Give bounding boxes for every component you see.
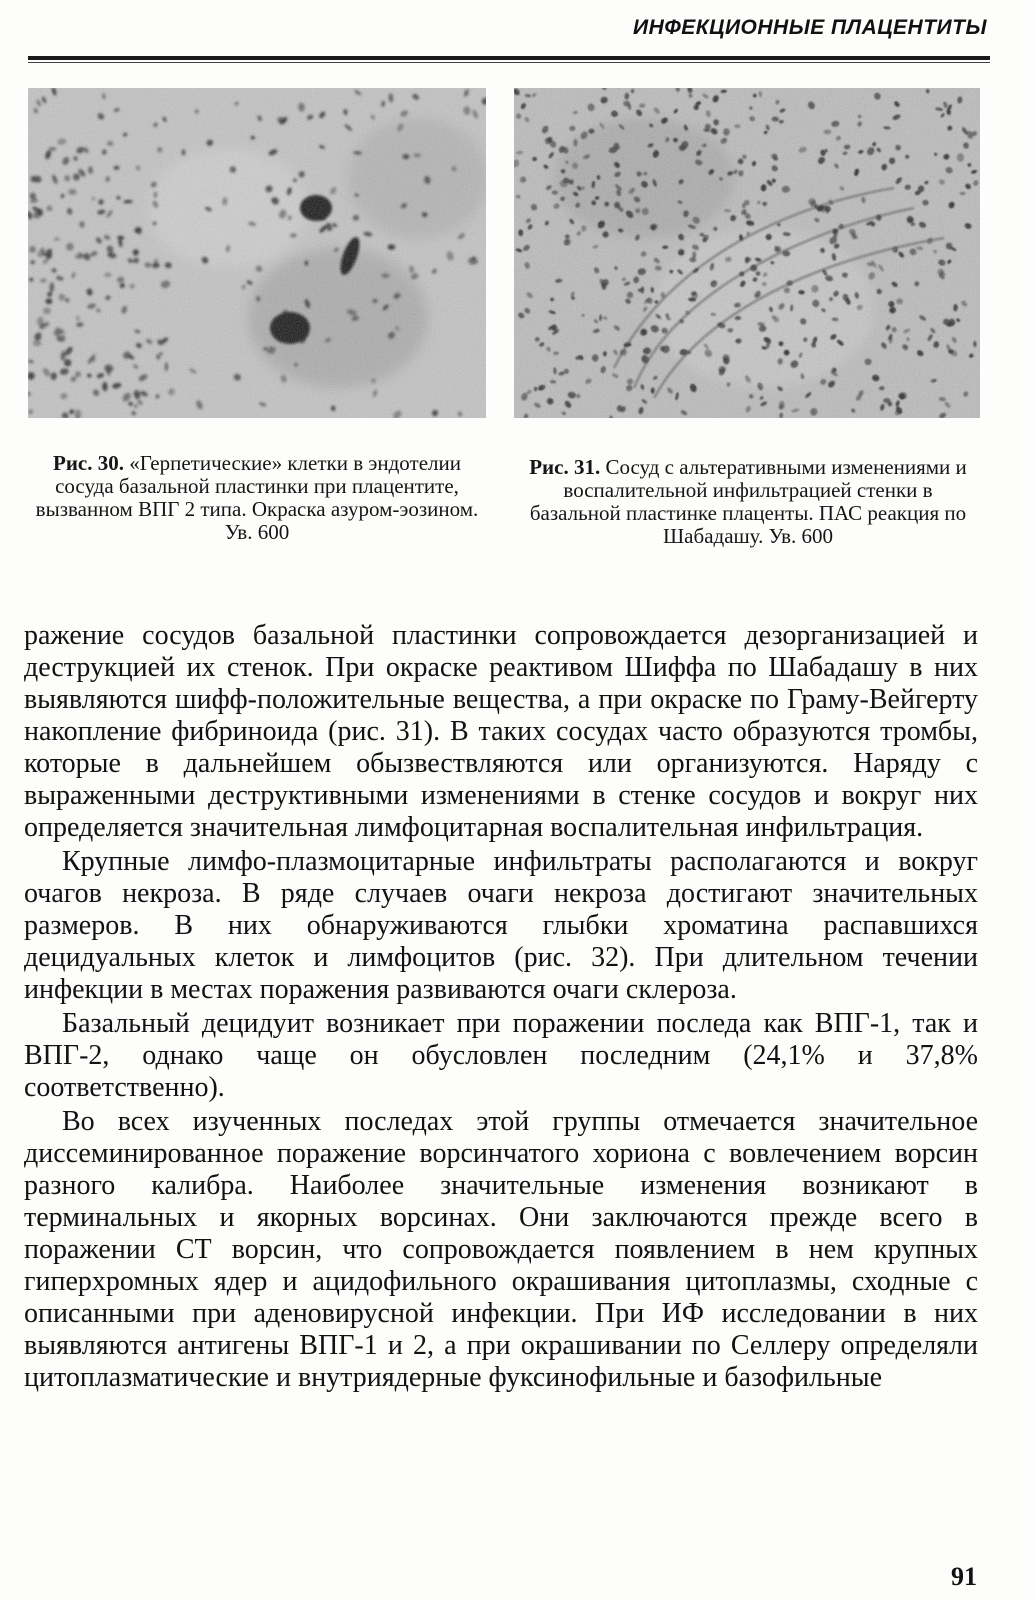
figure-30-image — [28, 88, 486, 418]
figure-31-label: Рис. 31. — [529, 455, 601, 479]
header-rule-thin — [28, 62, 990, 63]
figure-31-micrograph — [514, 88, 980, 418]
body-text — [24, 620, 978, 1394]
body-paragraph: ражение сосудов базальной пластинки сопровождается дезорганизацией и деструкцией их стенок. При окраске реактивом Шиффа по Шабадашу в них выявляются шифф-положительные вещества, а при окраске по Граму-Вейгерту накопление фибриноида (рис. 31). В таких сосудах часто образуются тромбы, которые в дальнейшем обызвествляются или организуются. Наряду с выраженными деструктивными изменениями в стенке сосудов и вокруг них определяется значительная лимфоцитарная воспалительная инфильтрация. — [24, 620, 978, 843]
figure-31-image — [514, 88, 980, 418]
figure-31-caption — [520, 456, 976, 548]
body-paragraph: Базальный децидуит возникает при поражении последа как ВПГ-1, так и ВПГ-2, однако чаще он обусловлен последним (24,1% и 37,8% соответственно). — [24, 1008, 978, 1103]
body-paragraph: Крупные лимфо-плазмоцитарные инфильтраты располагаются и вокруг очагов некроза. В ряде случаев очаги некроза достигают значительных размеров. В них обнаруживаются глыбки хроматина распавшихся децидуальных клеток и лимфоцитов (рис. 32). При длительном течении инфекции в местах поражения развиваются очаги склероза. — [24, 846, 978, 1005]
figure-30-label: Рис. 30. — [53, 451, 124, 475]
running-head: ИНФЕКЦИОННЫЕ ПЛАЦЕНТИТЫ — [633, 16, 987, 39]
header-rule — [28, 56, 990, 60]
figure-31-caption-text: Сосуд с альтеративными изменениями и воспалительной инфильтрацией стенки в базальной пластинке плаценты. ПАС реакция по Шабадашу. Ув. 600 — [529, 455, 967, 548]
figure-30-caption — [28, 452, 486, 544]
body-paragraph: Во всех изученных последах этой группы отмечается значительное диссеминированное поражение ворсинчатого хориона с вовлечением ворсин разного калибра. Наиболее значительные изменения возникают в терминальных и якорных ворсинах. Они заключаются прежде всего в поражении СТ ворсин, что сопровождается появлением в нем крупных гиперхромных ядер и ацидофильного окрашивания цитоплазмы, сходные с описанными при аденовирусной инфекции. При ИФ исследовании в них выявляются антигены ВПГ-1 и 2, а при окрашивании по Селлеру определяли цитоплазматические и внутриядерные фуксинофильные и базофильные — [24, 1106, 978, 1393]
figure-30-micrograph — [28, 88, 486, 418]
figure-30-caption-text: «Герпетические» клетки в эндотелии сосуда базальной пластинки при плацентите, вызванном ВПГ 2 типа. Окраска азуром-эозином. Ув. 600 — [35, 451, 479, 544]
page-number: 91 — [951, 1562, 977, 1591]
